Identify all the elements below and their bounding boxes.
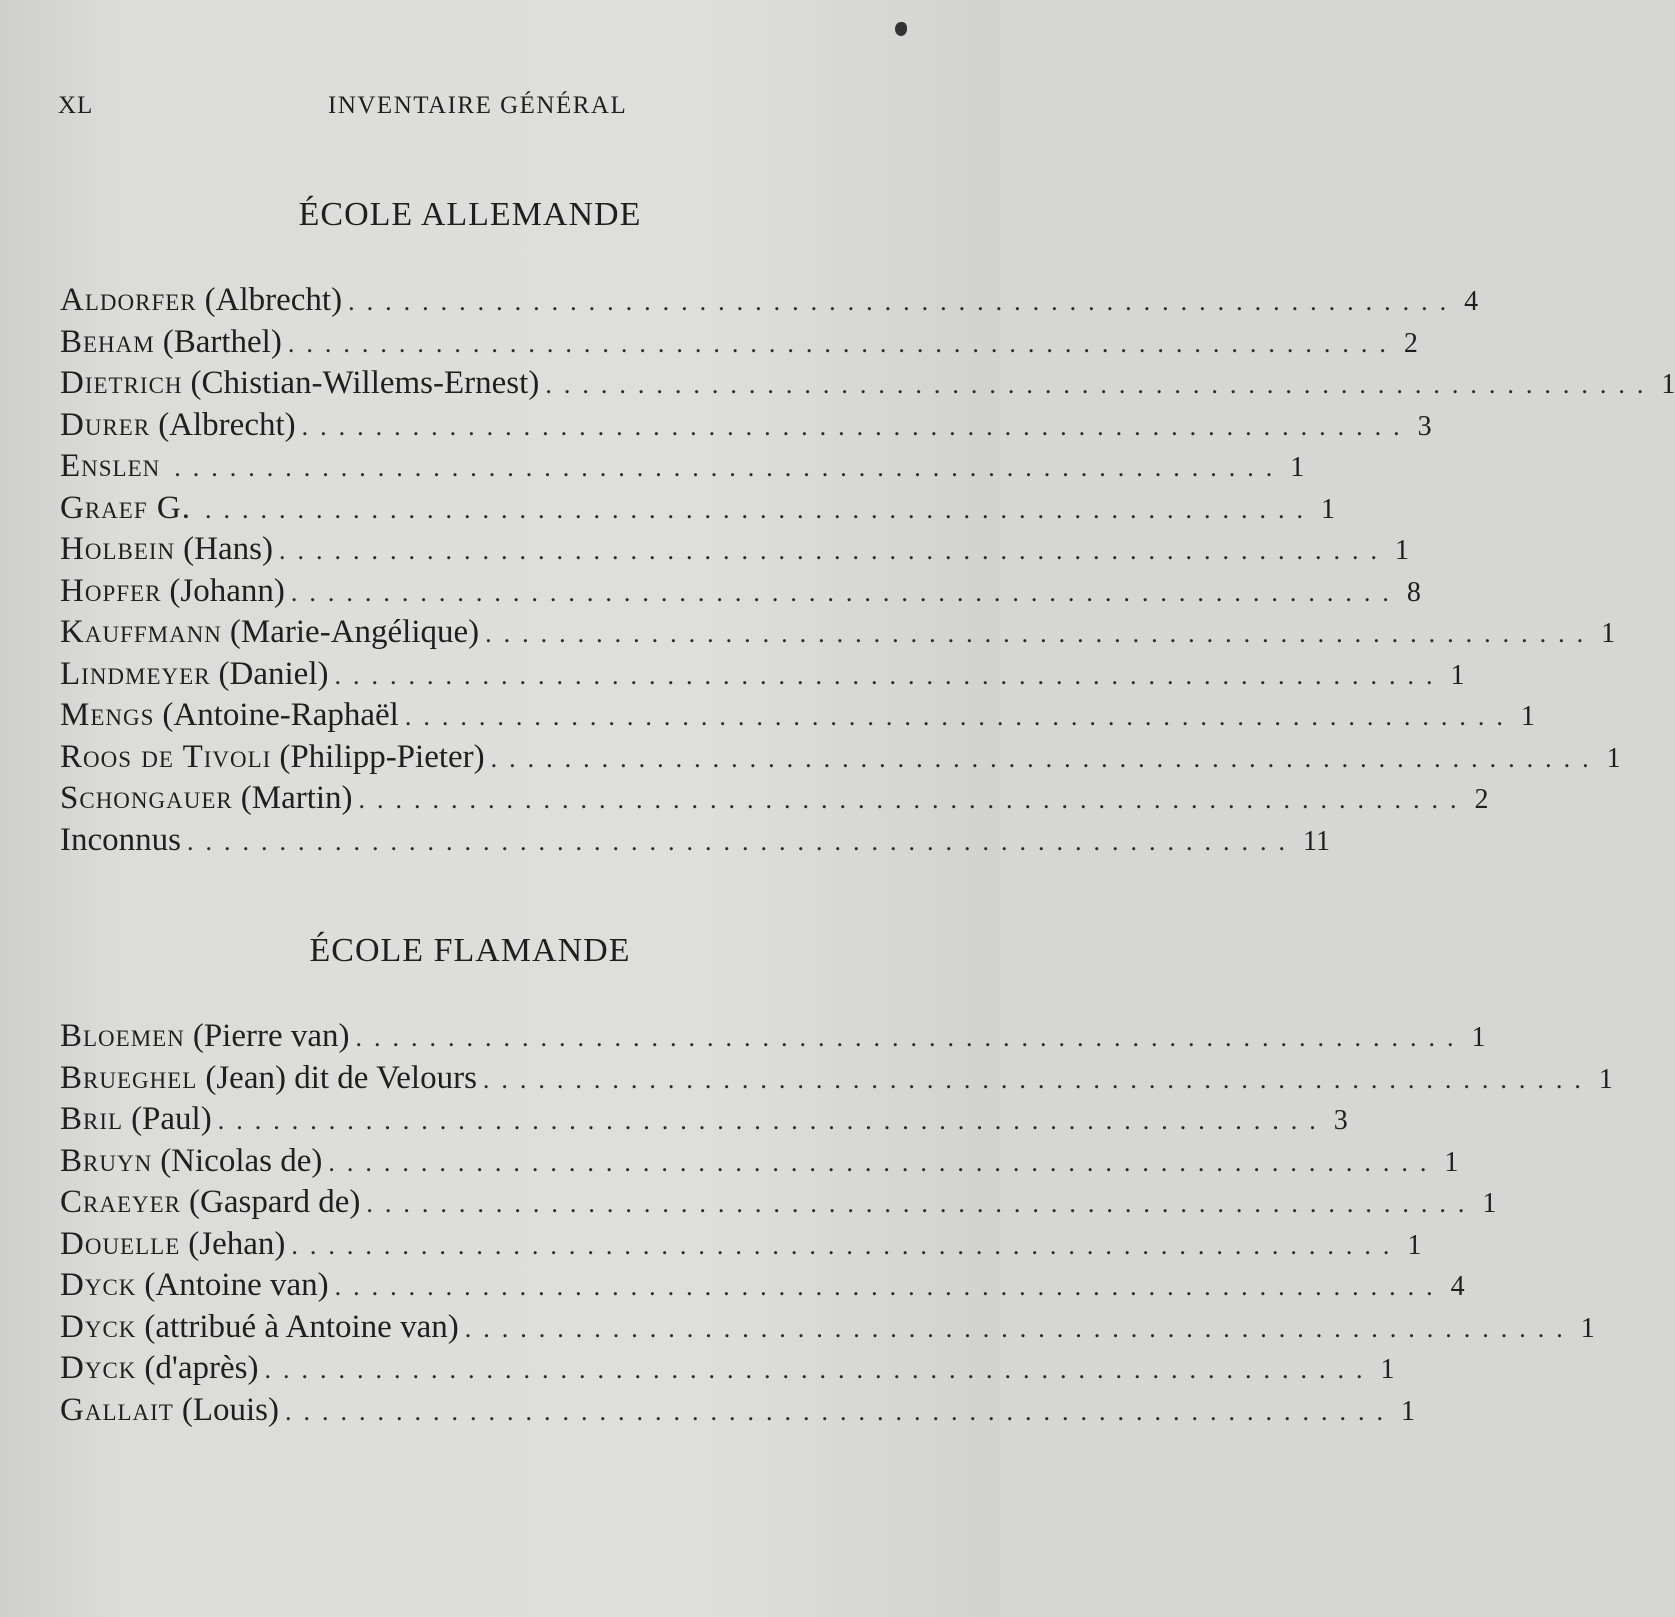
work-count: 1 (1407, 1229, 1422, 1261)
inventory-entry (60, 1391, 1416, 1434)
artist-name: Bloemen (60, 1018, 185, 1054)
artist-detail: (Paul) (131, 1101, 212, 1137)
inventory-entry (60, 821, 1330, 864)
artist-name: Enslen (60, 448, 161, 484)
dot-leader: ............................................................ (358, 785, 1469, 814)
dot-leader: ............................................................ (328, 1147, 1439, 1177)
artist-detail: (Albrecht) (204, 282, 343, 318)
work-count: 3 (1417, 410, 1432, 442)
inventory-entry (60, 614, 1616, 656)
artist-detail: (Antoine van) (144, 1267, 329, 1303)
work-count: 2 (1474, 784, 1489, 815)
inventory-entry (60, 738, 1621, 781)
dot-leader: ............................................................ (204, 494, 1315, 524)
inventory-entry (60, 323, 1418, 366)
artist-detail: (Jehan) (188, 1225, 286, 1262)
artist-detail: (d'après) (144, 1350, 259, 1386)
inventory-entry (60, 1018, 1486, 1060)
entry-list-allemande (60, 282, 1675, 863)
inventory-entry (60, 1267, 1465, 1309)
artist-name: Kauffmann (60, 614, 222, 650)
dot-leader: ............................................................ (334, 1272, 1445, 1301)
artist-name: Holbein (60, 531, 176, 567)
artist-detail: (Barthel) (162, 323, 282, 360)
dot-leader: ............................................................ (186, 826, 1297, 856)
artist-name: Schongauer (60, 780, 233, 816)
work-count: 1 (1380, 1354, 1395, 1385)
work-count: 1 (1482, 1188, 1497, 1219)
artist-name: Dyck (60, 1267, 137, 1303)
artist-detail: Inconnus (60, 821, 181, 858)
inventory-entry (60, 697, 1535, 739)
dot-leader: ............................................................ (290, 577, 1401, 607)
inventory-entry (60, 406, 1432, 449)
artist-detail: (Philipp-Pieter) (279, 738, 485, 775)
dot-leader: ............................................................ (334, 660, 1445, 690)
artist-name: Dyck (60, 1308, 137, 1345)
dot-leader: ............................................................ (285, 1396, 1396, 1426)
artist-detail: (Daniel) (218, 655, 329, 692)
work-count: 1 (1320, 493, 1335, 525)
inventory-entry (60, 1059, 1613, 1102)
work-count: 3 (1333, 1105, 1348, 1136)
work-count: 1 (1471, 1022, 1486, 1053)
dot-leader: ............................................................ (301, 411, 1412, 441)
artist-detail: (Chistian-Willems-Ernest) (190, 365, 540, 401)
dot-leader: ............................................................ (287, 328, 1398, 358)
page-number: XL (58, 92, 94, 119)
artist-detail: (Jean) dit de Velours (205, 1059, 477, 1096)
artist-name: Mengs (60, 697, 155, 733)
artist-detail: (Albrecht) (158, 406, 296, 443)
artist-name: Lindmeyer (60, 655, 211, 692)
work-count: 1 (1606, 742, 1621, 774)
artist-detail: (Louis) (181, 1391, 280, 1428)
artist-detail: (attribué à Antoine van) (144, 1308, 459, 1345)
artist-detail: (Nicolas de) (160, 1142, 323, 1179)
entry-list-flamande (60, 1018, 1613, 1433)
dot-leader: ............................................................ (464, 1313, 1575, 1343)
inventory-entry (60, 531, 1409, 573)
work-count: 8 (1406, 576, 1421, 608)
artist-name: Douelle (60, 1225, 181, 1262)
dot-leader: ............................................................ (485, 619, 1596, 648)
dot-leader: ............................................................ (264, 1355, 1375, 1384)
inventory-entry (60, 1225, 1422, 1268)
inventory-entry (60, 1308, 1595, 1351)
artist-name: Bruyn (60, 1142, 153, 1179)
ink-blot (895, 22, 907, 36)
dot-leader: ............................................................ (490, 743, 1601, 773)
artist-detail: (Johann) (169, 572, 285, 609)
artist-detail: (Antoine-Raphaël (162, 697, 399, 733)
work-count: 1 (1450, 659, 1465, 691)
artist-name: Brueghel (60, 1059, 198, 1096)
dot-leader: ............................................................ (404, 702, 1515, 731)
artist-name: Roos de Tivoli (60, 738, 272, 775)
dot-leader: ............................................................ (174, 453, 1285, 482)
artist-detail: (Hans) (183, 531, 273, 567)
inventory-entry (60, 780, 1489, 822)
inventory-entry (60, 1101, 1348, 1143)
inventory-entry (60, 365, 1675, 407)
work-count: 1 (1401, 1395, 1416, 1427)
running-title: INVENTAIRE GÉNÉRAL (328, 92, 628, 119)
artist-detail: (Marie-Angélique) (229, 614, 480, 650)
inventory-entry (60, 448, 1305, 490)
dot-leader: ............................................................ (366, 1189, 1477, 1218)
work-count: 1 (1290, 452, 1305, 483)
artist-name: Dyck (60, 1350, 137, 1386)
dot-leader: ............................................................ (291, 1230, 1402, 1260)
dot-leader: ............................................................ (355, 1023, 1466, 1052)
artist-detail: (Gaspard de) (189, 1184, 361, 1220)
work-count: 1 (1598, 1063, 1613, 1095)
section-title-flamande: ÉCOLE FLAMANDE (309, 932, 631, 969)
dot-leader: ............................................................ (348, 287, 1459, 316)
inventory-entry (60, 572, 1421, 615)
artist-name: Dietrich (60, 365, 183, 401)
artist-name: Durer (60, 406, 151, 443)
inventory-entry (60, 655, 1465, 698)
artist-detail: (Martin) (240, 780, 353, 816)
artist-name: Craeyer (60, 1184, 182, 1220)
work-count: 11 (1302, 825, 1330, 857)
work-count: 1 (1580, 1312, 1595, 1344)
inventory-entry (60, 282, 1479, 324)
inventory-entry (60, 489, 1335, 532)
work-count: 4 (1450, 1271, 1465, 1302)
artist-name: Aldorfer (60, 282, 197, 318)
artist-name: Bril (60, 1101, 124, 1137)
section-title-allemande: ÉCOLE ALLEMANDE (298, 196, 642, 233)
artist-name: Gallait (60, 1391, 174, 1428)
dot-leader: ............................................................ (217, 1106, 1328, 1135)
running-head (58, 92, 638, 132)
artist-detail: (Pierre van) (192, 1018, 350, 1054)
work-count: 1 (1394, 535, 1409, 566)
work-count: 1 (1661, 369, 1675, 400)
work-count: 2 (1403, 327, 1418, 359)
dot-leader: ............................................................ (278, 536, 1389, 565)
work-count: 1 (1444, 1146, 1459, 1178)
artist-name: Hopfer (60, 572, 162, 609)
inventory-entry (60, 1350, 1395, 1392)
dot-leader: ............................................................ (482, 1064, 1593, 1094)
work-count: 4 (1464, 286, 1479, 317)
inventory-entry (60, 1184, 1497, 1226)
inventory-entry (60, 1142, 1459, 1185)
work-count: 1 (1520, 701, 1535, 732)
dot-leader: ............................................................ (545, 370, 1656, 399)
work-count: 1 (1601, 618, 1616, 649)
artist-name: Beham (60, 323, 155, 360)
artist-name: Graef G. (60, 489, 191, 526)
